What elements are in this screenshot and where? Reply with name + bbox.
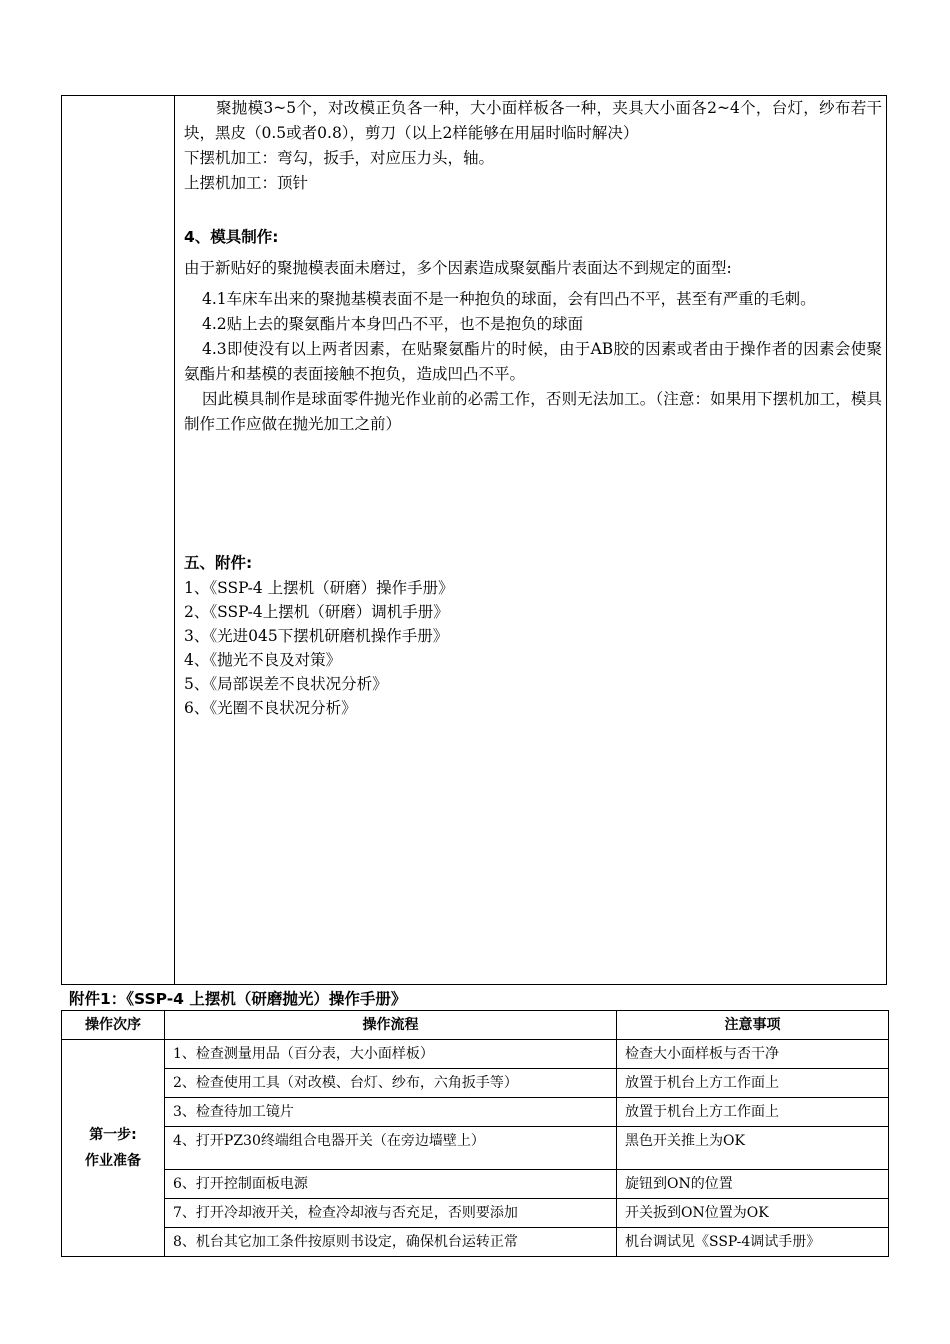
- note-cell: 放置于机台上方工作面上: [617, 1098, 889, 1127]
- paragraph-tools: 聚抛模3~5个，对改模正负各一种，大小面样板各一种，夹具大小面各2~4个，台灯，纱布若干块，黑皮（0.5或者0.8），剪刀（以上2样能够在用届时临时解决）: [184, 99, 882, 142]
- note-cell: 检查大小面样板与否干净: [617, 1040, 889, 1069]
- column-divider: [174, 96, 175, 984]
- step-label-cell: [62, 1040, 165, 1257]
- section4-intro: 由于新贴好的聚抛模表面未磨过，多个因素造成聚氨酯片表面达不到规定的面型:: [184, 259, 732, 277]
- attachment-item-3: 3、《光进045下摆机研磨机操作手册》: [184, 627, 449, 645]
- upper-content: [184, 96, 882, 720]
- table-row: [62, 1228, 889, 1257]
- section4-item-2: 4.2贴上去的聚氨酯片本身凹凸不平，也不是抱负的球面: [202, 315, 584, 333]
- process-cell: 1、检查测量用品（百分表，大小面样板）: [165, 1040, 617, 1069]
- process-cell: 3、检查待加工镜片: [165, 1098, 617, 1127]
- attachment-item-1: 1、《SSP-4 上摆机（研磨）操作手册》: [184, 579, 454, 597]
- paragraph-lower-machine: 下摆机加工：弯勾，扳手，对应压力头，轴。: [184, 149, 495, 167]
- step-label-line2: 作业准备: [85, 1153, 141, 1169]
- table-row: [62, 1069, 889, 1098]
- attachment-item-2: 2、《SSP-4上摆机（研磨）调机手册》: [184, 603, 449, 621]
- process-cell: 7、打开冷却液开关，检查冷却液与否充足，否则要添加: [165, 1199, 617, 1228]
- note-cell: 放置于机台上方工作面上: [617, 1069, 889, 1098]
- table-row: [62, 1127, 889, 1170]
- upper-table: [61, 95, 887, 985]
- procedure-table: [61, 1010, 889, 1257]
- header-process: 操作流程: [165, 1011, 617, 1040]
- paragraph-upper-machine: 上摆机加工：顶针: [184, 174, 309, 192]
- note-cell: 黑色开关推上为OK: [617, 1127, 889, 1170]
- spacer: [184, 437, 882, 537]
- table-header-row: [62, 1011, 889, 1040]
- note-cell: 机台调试见《SSP-4调试手册》: [617, 1228, 889, 1257]
- section4-title: 4、模具制作:: [184, 228, 279, 246]
- header-step: 操作次序: [62, 1011, 165, 1040]
- spacer: [184, 196, 882, 221]
- note-cell: 开关扳到ON位置为OK: [617, 1199, 889, 1228]
- process-cell: 2、检查使用工具（对改模、台灯、纱布，六角扳手等）: [165, 1069, 617, 1098]
- section5-title: 五、附件:: [184, 554, 253, 572]
- process-cell: 8、机台其它加工条件按原则书设定，确保机台运转正常: [165, 1228, 617, 1257]
- attachment-item-5: 5、《局部误差不良状况分析》: [184, 675, 388, 693]
- header-notes: 注意事项: [617, 1011, 889, 1040]
- note-cell: 旋钮到ON的位置: [617, 1170, 889, 1199]
- attachment-title: 附件1：《SSP-4 上摆机（研磨抛光）操作手册》: [69, 990, 407, 1008]
- table-row: [62, 1199, 889, 1228]
- table-row: [62, 1170, 889, 1199]
- process-cell: 4、打开PZ30终端组合电器开关（在旁边墙壁上）: [165, 1127, 617, 1170]
- process-cell: 6、打开控制面板电源: [165, 1170, 617, 1199]
- table-row: [62, 1040, 889, 1069]
- table-row: [62, 1098, 889, 1127]
- section4-item-1: 4.1车床车出来的聚抛基模表面不是一种抱负的球面，会有凹凸不平，甚至有严重的毛刺。: [202, 290, 816, 308]
- step-label-line1: 第一步:: [89, 1127, 137, 1143]
- section4-conclusion: 因此模具制作是球面零件抛光作业前的必需工作，否则无法加工。（注意：如果用下摆机加工，模具制作工作应做在抛光加工之前）: [184, 390, 882, 433]
- attachment-item-4: 4、《抛光不良及对策》: [184, 651, 342, 669]
- attachment-item-6: 6、《光圈不良状况分析》: [184, 699, 357, 717]
- section4-item-3: 4.3即使没有以上两者因素，在贴聚氨酯片的时候，由于AB胶的因素或者由于操作者的因素会使聚氨酯片和基模的表面接触不抱负，造成凹凸不平。: [184, 340, 882, 383]
